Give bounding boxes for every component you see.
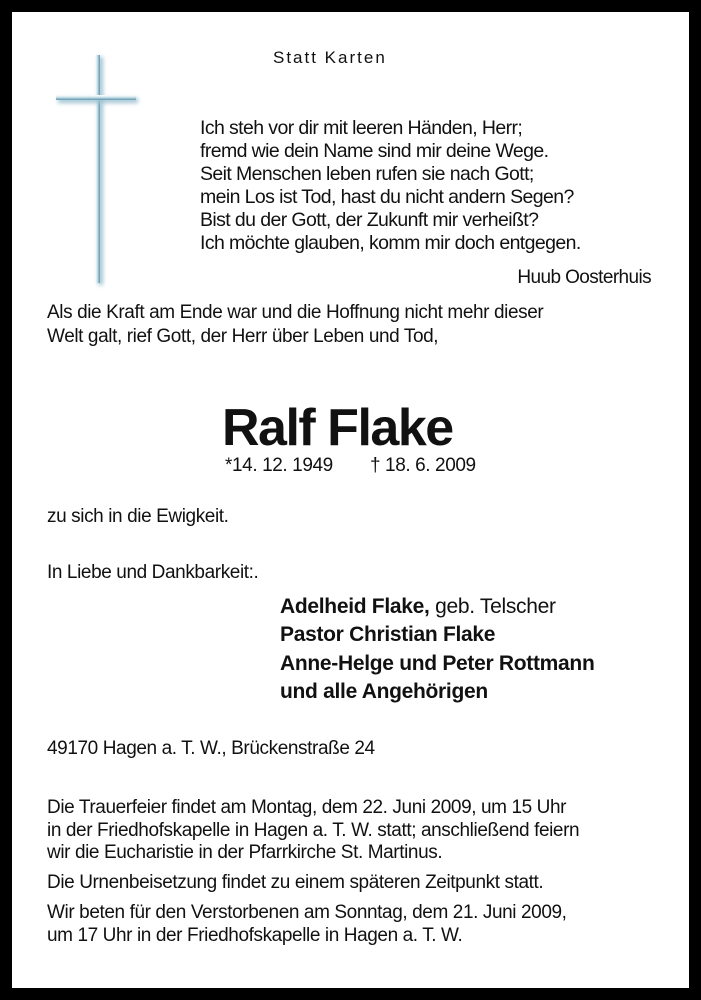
header: Statt Karten [273,48,387,67]
details-line: wir die Eucharistie in der Pfarrkirche St. Martinus. [47,842,443,863]
intro-line: Als die Kraft am Ende war und die Hoffnung nicht mehr dieser [47,302,544,323]
poem-line: Seit Menschen leben rufen sie nach Gott; [200,163,534,185]
family-member: Pastor Christian Flake [280,623,496,646]
details-line: in der Friedhofskapelle in Hagen a. T. W. statt; anschließend feiern [47,820,580,841]
details-line: Die Urnenbeisetzung findet zu einem späteren Zeitpunkt statt. [47,872,544,893]
poem-line: Ich möchte glauben, komm mir doch entgegen. [200,232,581,254]
gratitude-line: In Liebe und Dankbarkeit:. [47,562,259,583]
details-line: Wir beten für den Verstorbenen am Sonntag, dem 21. Juni 2009, [47,902,567,923]
family-member: und alle Angehörigen [280,680,488,703]
family-member: Adelheid Flake, geb. Telscher [280,595,556,618]
poem-line: fremd wie dein Name sind mir deine Wege. [200,140,549,162]
details-line: Die Trauerfeier findet am Montag, dem 22. Juni 2009, um 15 Uhr [47,797,567,818]
death-date: † 18. 6. 2009 [370,455,476,476]
birth-date: *14. 12. 1949 [225,455,333,476]
poem-line: Ich steh vor dir mit leeren Händen, Herr; [200,117,523,139]
intro-line: Welt galt, rief Gott, der Herr über Leben und Tod, [47,326,439,347]
eternity-line: zu sich in die Ewigkeit. [47,506,229,527]
obituary-notice [12,12,689,988]
address: 49170 Hagen a. T. W., Brückenstraße 24 [47,738,375,759]
poem-line: Bist du der Gott, der Zukunft mir verheißt? [200,209,539,231]
poem-author: Huub Oosterhuis [517,267,651,288]
deceased-name: Ralf Flake [222,399,453,457]
family-member: Anne-Helge und Peter Rottmann [280,652,595,675]
details-line: um 17 Uhr in der Friedhofskapelle in Hagen a. T. W. [47,925,463,946]
poem-line: mein Los ist Tod, hast du nicht andern Segen? [200,186,574,208]
